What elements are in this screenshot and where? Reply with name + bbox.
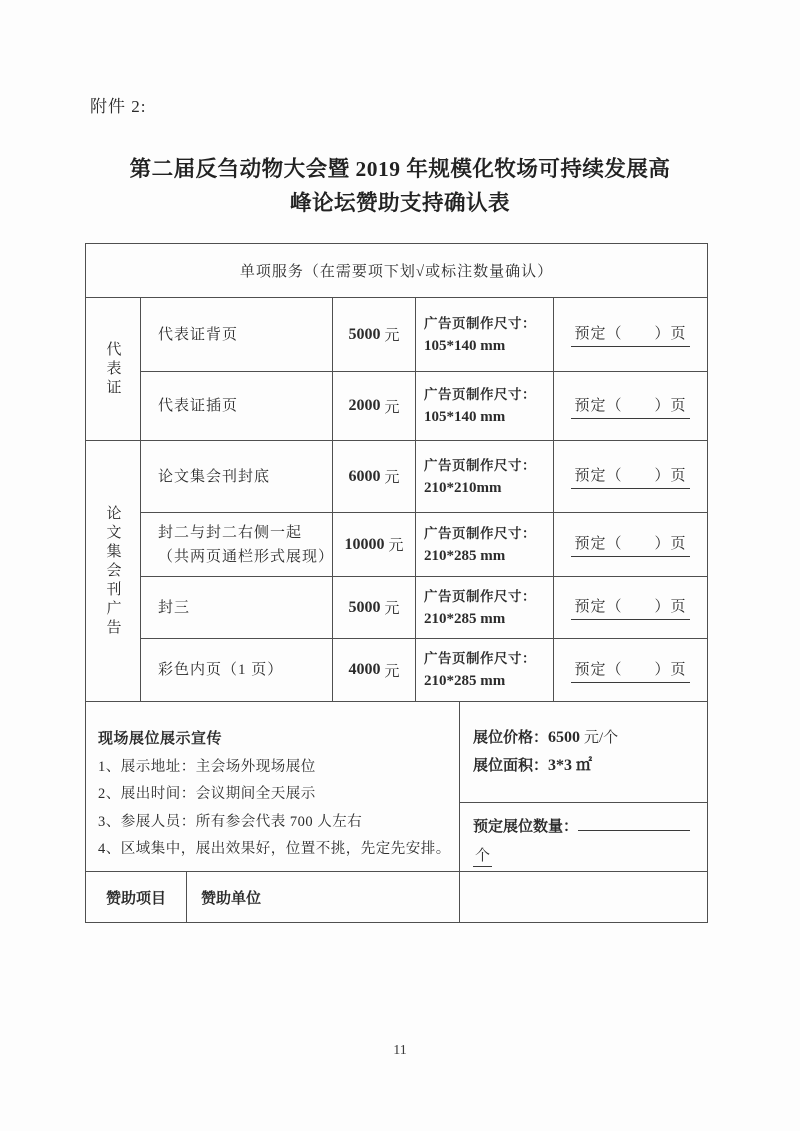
- sponsor-item-cell: 赞助项目: [86, 872, 187, 922]
- exhibition-point: 4、区域集中，展出效果好，位置不挑，先定先安排。: [98, 841, 451, 857]
- item-price: 2000 元: [333, 372, 416, 440]
- table-row: [141, 513, 707, 577]
- item-price: 5000 元: [333, 298, 416, 371]
- item-name: 封三: [141, 577, 333, 638]
- ad-size: 广告页制作尺寸： 210*285 mm: [416, 513, 554, 576]
- document-title: [0, 152, 800, 220]
- booking-blank: 预定（ ）页: [554, 372, 707, 440]
- table-row: [141, 372, 707, 440]
- booth-quantity-cell: 预定展位数量： 个: [460, 803, 707, 871]
- ad-size: 广告页制作尺寸： 210*285 mm: [416, 639, 554, 701]
- exhibition-point: 1、展示地址：主会场外现场展位: [98, 758, 316, 775]
- table-row: [141, 577, 707, 639]
- item-price: 4000 元: [333, 639, 416, 701]
- ad-size: 广告页制作尺寸： 210*285 mm: [416, 577, 554, 638]
- title-line-1: 第二届反刍动物大会暨 2019 年规模化牧场可持续发展高: [129, 157, 671, 181]
- exhibition-point: 2、展出时间：会议期间全天展示: [98, 786, 316, 802]
- item-name: 代表证背页: [141, 298, 333, 371]
- item-price: 5000 元: [333, 577, 416, 638]
- item-price: 6000 元: [333, 441, 416, 512]
- exhibition-heading: 现场展位展示宣传: [98, 731, 223, 747]
- quantity-blank-line: [578, 817, 690, 831]
- table-row: [141, 639, 707, 701]
- booking-blank: 预定（ ）页: [554, 298, 707, 371]
- sponsorship-table: [85, 243, 708, 923]
- booth-price-cell: 展位价格：6500 元/个 展位面积：3*3 ㎡: [460, 702, 707, 803]
- exhibition-point: 3、参展人员：所有参会代表 700 人左右: [98, 813, 363, 830]
- table-row: [141, 441, 707, 513]
- group-badge: [86, 298, 707, 441]
- group-proceedings-ads: [86, 441, 707, 702]
- booking-blank: 预定（ ）页: [554, 639, 707, 701]
- item-name: 封二与封二右侧一起 （共两页通栏形式展现）: [141, 513, 333, 576]
- exhibition-description: [86, 702, 460, 871]
- group-label-badge: 代表证: [86, 298, 141, 440]
- item-price: 10000 元: [333, 513, 416, 576]
- item-name: 论文集会刊封底: [141, 441, 333, 512]
- sponsor-unit-cell: 赞助单位: [187, 872, 460, 922]
- exhibition-section: [86, 702, 707, 872]
- table-row: [141, 298, 707, 372]
- booking-blank: 预定（ ）页: [554, 441, 707, 512]
- title-line-2: 峰论坛赞助支持确认表: [289, 191, 510, 215]
- ad-size: 广告页制作尺寸： 210*210mm: [416, 441, 554, 512]
- ad-size: 广告页制作尺寸： 105*140 mm: [416, 298, 554, 371]
- booking-blank: 预定（ ）页: [554, 513, 707, 576]
- ad-size: 广告页制作尺寸： 105*140 mm: [416, 372, 554, 440]
- item-name: 彩色内页（1 页）: [141, 639, 333, 701]
- empty-cell: [460, 872, 707, 922]
- table-header: 单项服务（在需要项下划√或标注数量确认）: [86, 244, 707, 298]
- footer-row: [86, 872, 707, 922]
- group-label-proceedings: 论文集会刊广告: [86, 441, 141, 701]
- booking-blank: 预定（ ）页: [554, 577, 707, 638]
- item-name: 代表证插页: [141, 372, 333, 440]
- attachment-label: 附件 2:: [90, 97, 147, 116]
- page-number: 11: [393, 1043, 407, 1058]
